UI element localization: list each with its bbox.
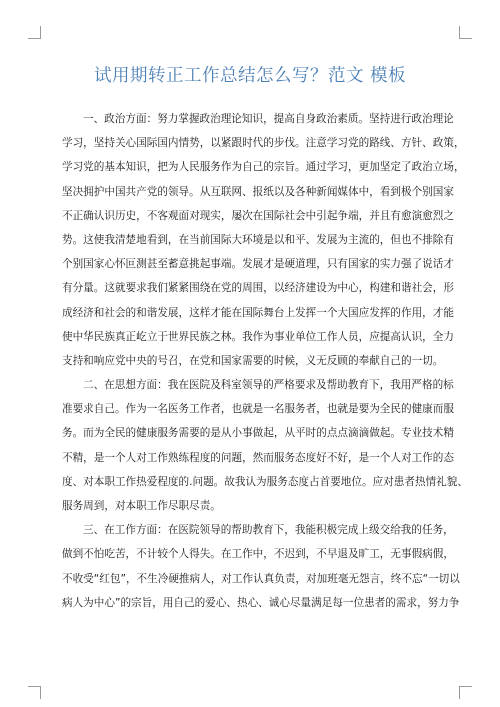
document-title: 试用期转正工作总结怎么写？范文 模板 [93,66,407,86]
body-line: 二、在思想方面：我在医院及科室领导的严格要求及帮助教育下，我用严格的标 [83,379,454,392]
body-line: 有分量。这就要求我们紧紧围绕在党的周围，以经济建设为中心，构建和谐社会，形 [62,282,454,295]
body-line: 不正确认识历史，不客观面对现实，屡次在国际社会中引起争端，并且有愈演愈烈之 [62,209,454,222]
body-line: 病人为中心”的宗旨，用自己的爱心、热心、诚心尽量满足每一位患者的需求，努力争 [62,596,460,609]
body-line: 个别国家心怀叵测甚至蓄意挑起事端。发展才是硬道理，只有国家的实力强了说话才 [62,258,454,271]
body-line: 支持和响应党中央的号召，在党和国家需要的时候，义无反顾的奉献自己的一切。 [62,354,444,367]
body-line: 度、对本职工作热爱程度的.问题。故我认为服务态度占首要地位。应对患者热情礼貌、 [62,475,468,488]
page-corner-mark-top-left [28,26,41,39]
page-corner-mark-bottom-left [28,686,41,699]
body-line: 不收受“红包”，不生冷硬推病人，对工作认真负责，对加班毫无怨言，终不忘“一切以 [62,572,460,585]
body-line: 成经济和社会的和谐发展，这样才能在国际舞台上发挥一个大国应发挥的作用，才能 [62,306,454,319]
body-line: 使中华民族真正屹立于世界民族之林。我作为事业单位工作人员，应提高认识，全力 [62,330,454,343]
body-line: 做到不怕吃苦，不计较个人得失。在工作中，不迟到，不早退及旷工，无事假病假， [62,548,454,561]
body-line: 服务周到，对本职工作尽职尽责。 [62,500,221,512]
body-line: 势。这使我清楚地看到，在当前国际大环境是以和平、发展为主流的，但也不排除有 [62,233,454,246]
page-corner-mark-top-right [459,26,472,39]
body-line: 务。而为全民的健康服务需要的是从小事做起，从平时的点点滴滴做起。专业技术精 [62,427,454,440]
body-line: 三、在工作方面：在医院领导的帮助教育下，我能积极完成上级交给我的任务， [83,524,454,537]
body-line: 学习，坚持关心国际国内情势，以紧跟时代的步伐。注意学习党的路线、方针、政策， [62,137,465,150]
body-line: 不精，是一个人对工作熟练程度的问题，然而服务态度好不好，是一个人对工作的态 [62,451,454,464]
body-line: 一、政治方面：努力掌握政治理论知识，提高自身政治素质。坚持进行政治理论 [83,113,454,125]
body-line: 准要求自己。作为一名医务工作者，也就是一名服务者，也就是要为全民的健康而服 [62,403,454,416]
page-corner-mark-bottom-right [459,686,472,699]
body-line: 坚决拥护中国共产党的领导。从互联网、报纸以及各种新闻媒体中，看到极个别国家 [62,185,454,198]
document-body [62,107,468,615]
body-line: 学习党的基本知识，把为人民服务作为自己的宗旨。通过学习，更加坚定了政治立场， [62,161,465,174]
